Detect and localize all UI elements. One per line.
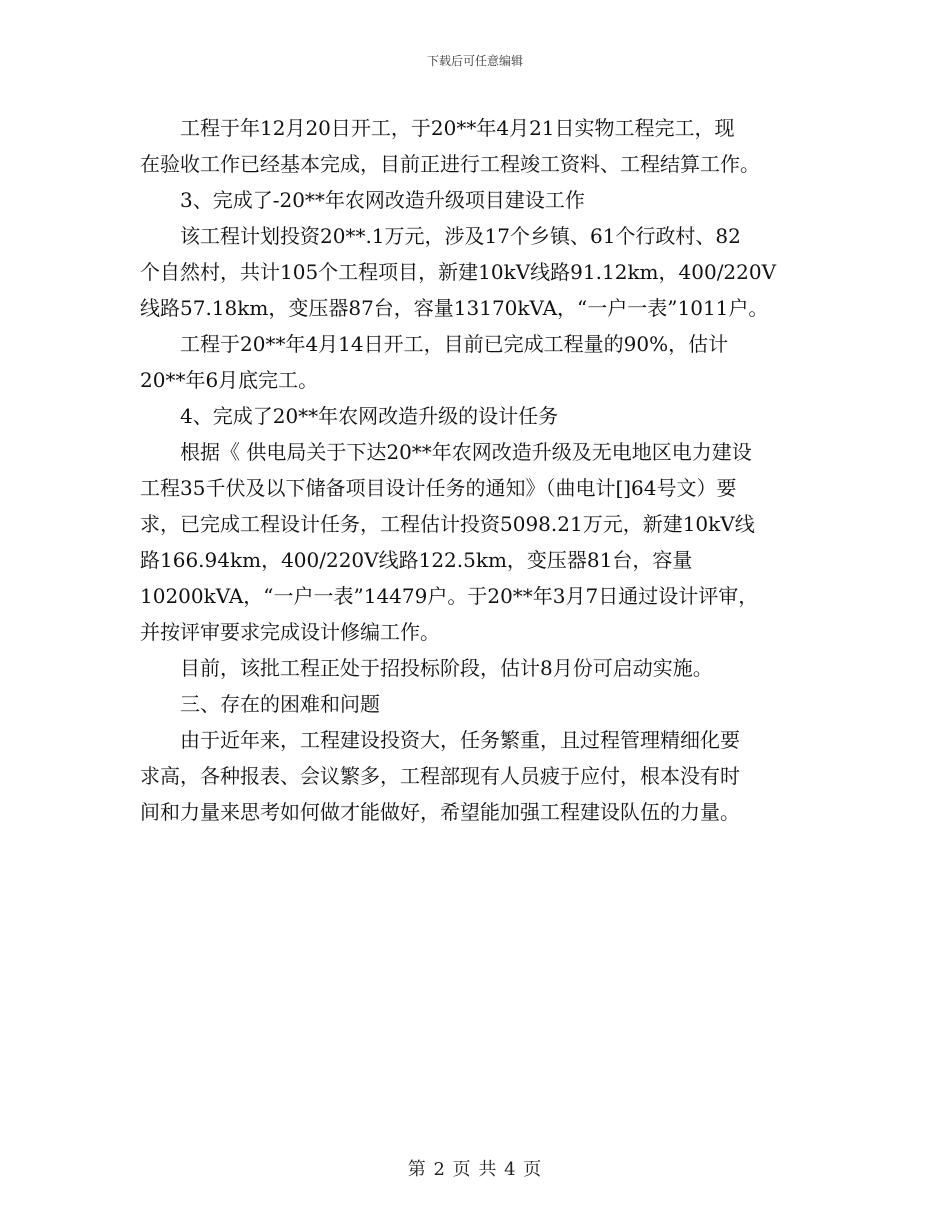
paragraph-line: 该工程计划投资20**.1万元，涉及17个乡镇、61个行政村、82 [180, 224, 741, 248]
paragraph-line: 目前，该批工程正处于招投标阶段，估计8月份可启动实施。 [180, 656, 713, 680]
paragraph-line: 10200kVA，“一户一表”14479户。于20**年3月7日通过设计评审， [140, 584, 759, 608]
paragraph-line: 求，已完成工程设计任务，工程估计投资5098.21万元，新建10kV线 [140, 512, 755, 536]
paragraph-line: 个自然村，共计105个工程项目，新建10kV线路91.12km，400/220V [140, 260, 777, 284]
paragraph-line: 工程35千伏及以下储备项目设计任务的通知》（曲电计[]64号文）要 [140, 476, 737, 500]
paragraph-line: 间和力量来思考如何做才能做好，希望能加强工程建设队伍的力量。 [140, 800, 740, 824]
section-heading: 4、完成了20**年农网改造升级的设计任务 [180, 404, 559, 428]
paragraph-line: 在验收工作已经基本完成，目前正进行工程竣工资料、工程结算工作。 [140, 152, 760, 176]
paragraph-line: 工程于20**年4月14日开工，目前已完成工程量的90%，估计 [180, 332, 729, 356]
paragraph-line: 路166.94km，400/220V线路122.5km，变压器81台，容量 [140, 548, 693, 572]
page-number-footer: 第 2 页 共 4 页 [407, 1159, 543, 1180]
paragraph-line: 根据《 供电局关于下达20**年农网改造升级及无电地区电力建设 [180, 440, 752, 464]
paragraph-line: 20**年6月底完工。 [140, 368, 319, 392]
paragraph-line: 工程于年12月20日开工，于20**年4月21日实物工程完工，现 [180, 116, 735, 140]
section-heading: 三、存在的困难和问题 [180, 692, 380, 716]
document-body [140, 110, 820, 830]
paragraph-line: 并按评审要求完成设计修编工作。 [140, 620, 440, 644]
paragraph-line: 线路57.18km，变压器87台，容量13170kVA，“一户一表”1011户。 [140, 296, 769, 320]
paragraph-line: 求高，各种报表、会议繁多，工程部现有人员疲于应付，根本没有时 [140, 764, 740, 788]
section-heading: 3、完成了-20**年农网改造升级项目建设工作 [180, 188, 585, 212]
page-header: 下载后可任意编辑 [426, 54, 523, 68]
paragraph-line: 由于近年来，工程建设投资大，任务繁重，且过程管理精细化要 [180, 728, 740, 752]
